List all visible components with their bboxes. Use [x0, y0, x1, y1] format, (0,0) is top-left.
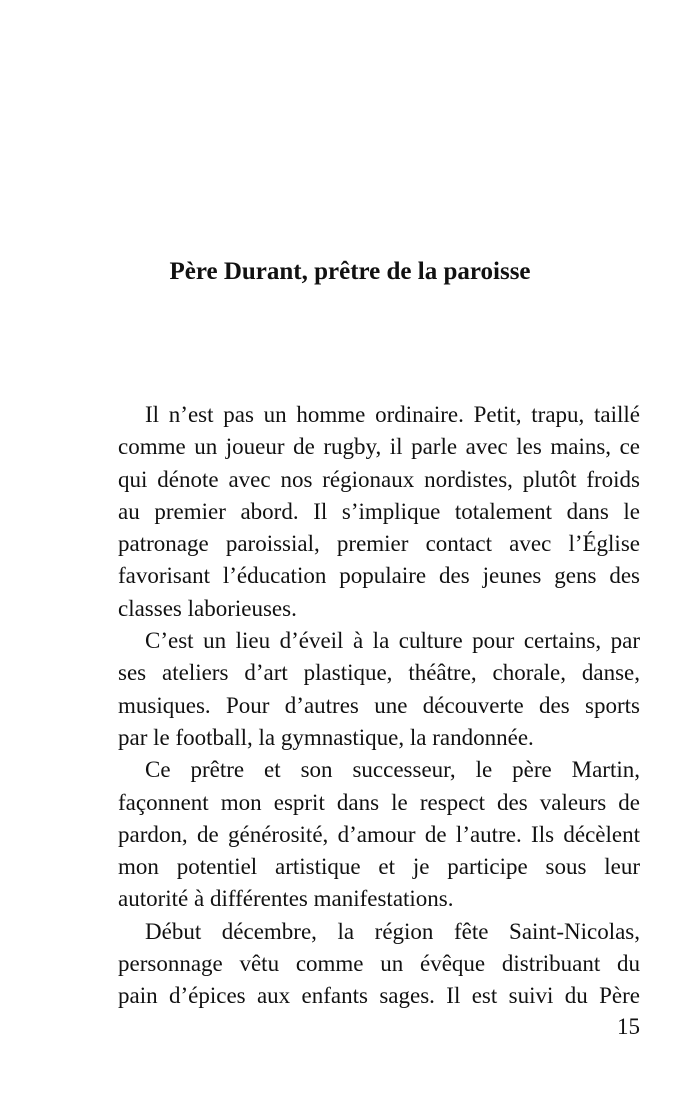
text-line: favorisant l’éducation populaire des jeunes gens des: [118, 563, 640, 589]
text-line: au premier abord. Il s’implique totalement dans le: [118, 498, 640, 524]
body-text: [118, 399, 640, 1013]
text-line: façonnent mon esprit dans le respect des valeurs de: [118, 789, 640, 815]
text-line: personnage vêtu comme un évêque distribuant du: [118, 951, 640, 977]
text-line: ses ateliers d’art plastique, théâtre, chorale, danse,: [118, 660, 640, 686]
text-line: patronage paroissial, premier contact avec l’Église: [118, 531, 640, 557]
chapter-title: Père Durant, prêtre de la paroisse: [169, 258, 531, 285]
text-line: classes laborieuses.: [118, 595, 297, 621]
text-line: qui dénote avec nos régionaux nordistes, plutôt froids: [118, 466, 640, 492]
text-line: Il n’est pas un homme ordinaire. Petit, trapu, taillé: [145, 402, 640, 427]
page-number: 15: [617, 1014, 640, 1039]
text-line: mon potentiel artistique et je participe sous leur: [118, 854, 640, 880]
text-line: musiques. Pour d’autres une découverte des sports: [118, 692, 640, 718]
text-line: Ce prêtre et son successeur, le père Martin,: [145, 757, 640, 783]
text-line: pain d’épices aux enfants sages. Il est suivi du Père: [118, 983, 640, 1009]
text-line: C’est un lieu d’éveil à la culture pour certains, par: [145, 628, 640, 654]
text-line: par le football, la gymnastique, la randonnée.: [118, 724, 534, 750]
text-line: comme un joueur de rugby, il parle avec les mains, ce: [118, 434, 640, 460]
text-line: autorité à différentes manifestations.: [118, 886, 454, 912]
text-line: Début décembre, la région fête Saint-Nicolas,: [145, 918, 640, 944]
text-line: pardon, de générosité, d’amour de l’autre. Ils décèlent: [118, 821, 640, 847]
